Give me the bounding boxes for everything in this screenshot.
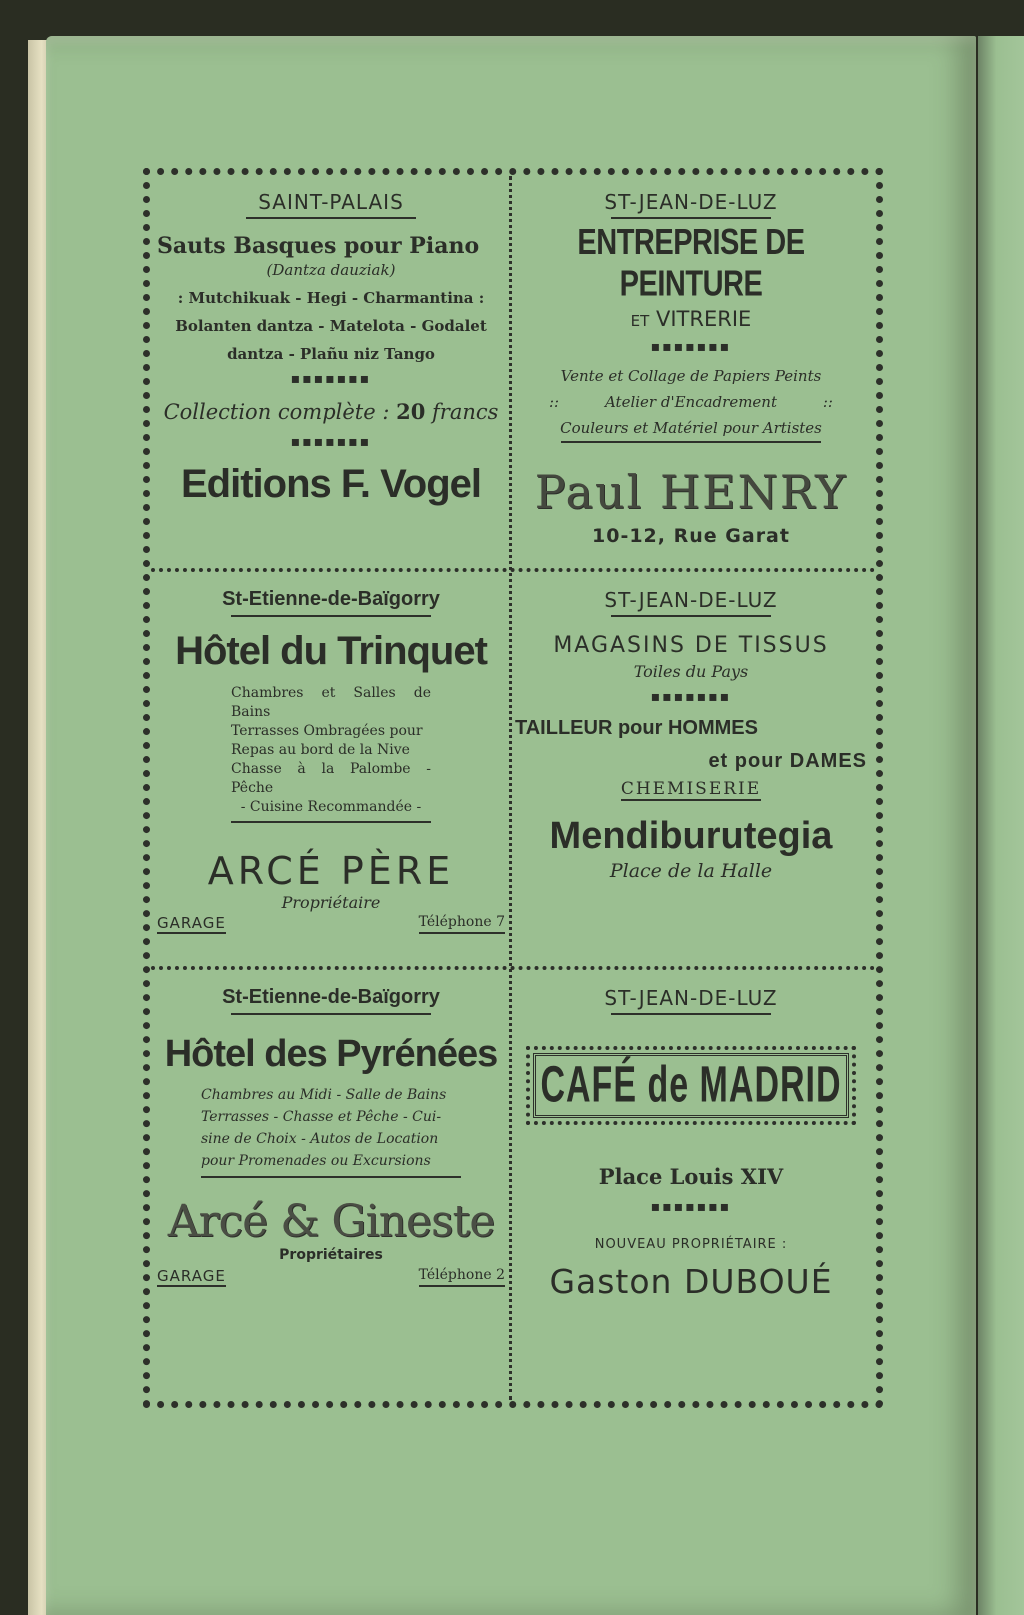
ornament: ▪▪▪▪▪▪▪ (650, 339, 732, 355)
ad-saint-palais (157, 190, 505, 562)
subtitle-vitrerie: VITRERIE (656, 307, 752, 331)
ad-line: Atelier d'Encadrement (604, 393, 777, 411)
underline (611, 217, 771, 219)
center-divider (509, 176, 512, 1400)
cafe-title-box (533, 1053, 849, 1118)
underline (246, 217, 416, 219)
ad-address: Place de la Halle (609, 860, 773, 882)
collection-price: 20 (396, 399, 426, 424)
ad-town: SAINT-PALAIS (258, 190, 404, 214)
chemiserie-label: CHEMISERIE (620, 779, 762, 799)
ad-title: Sauts Basques pour Piano (157, 233, 480, 259)
ad-town: St-Etienne-de-Baïgorry (222, 588, 440, 610)
ad-address: 10-12, Rue Garat (592, 525, 790, 547)
ad-town: ST-JEAN-DE-LUZ (604, 986, 778, 1010)
ornament: ▪▪▪▪▪▪▪ (290, 434, 372, 450)
ad-cafe-de-madrid (515, 986, 867, 1386)
ad-subtitle: (Dantza dauziak) (266, 261, 396, 279)
ad-town: St-Etienne-de-Baïgorry (222, 986, 440, 1008)
underline (201, 1176, 461, 1178)
ad-town: ST-JEAN-DE-LUZ (604, 190, 778, 214)
underline (611, 1013, 771, 1015)
ad-line (515, 779, 867, 799)
collection-unit: francs (432, 400, 499, 424)
ad-title: ENTREPRISE DE PEINTURE (577, 222, 805, 304)
phone-label: Téléphone 2 (419, 1267, 505, 1287)
ad-footer (157, 1267, 505, 1287)
ad-subtitle: Toiles du Pays (633, 662, 749, 681)
ad-line: Bolanten dantza - Matelota - Godalet (175, 317, 487, 335)
row-divider-2 (151, 966, 875, 970)
ad-line: pour Promenades ou Excursions (201, 1153, 431, 1169)
underline (231, 615, 431, 617)
ad-line: - Cuisine Recommandée - (240, 799, 422, 815)
separator: :: (549, 393, 560, 411)
garage-label: GARAGE (157, 1267, 226, 1285)
ad-line: Terrasses - Chasse et Pêche - Cui- (201, 1109, 442, 1125)
ornament: ▪▪▪▪▪▪▪ (290, 371, 372, 387)
underline (611, 615, 771, 617)
ad-line: Couleurs et Matériel pour Artistes (560, 419, 822, 437)
ad-line: Chambres et Salles de Bains (231, 685, 431, 720)
next-page-edge (978, 36, 1024, 1615)
ad-new-owner: NOUVEAU PROPRIÉTAIRE : (594, 1237, 788, 1252)
underline (231, 821, 431, 823)
ad-owner-role: Propriétaires (279, 1247, 383, 1263)
ad-description (231, 684, 431, 817)
ad-subtitle (515, 307, 867, 331)
ornament: ▪▪▪▪▪▪▪ (650, 1199, 732, 1215)
ad-description (201, 1084, 461, 1172)
ad-line: Chambres au Midi - Salle de Bains (201, 1087, 447, 1103)
ad-town: ST-JEAN-DE-LUZ (604, 588, 778, 612)
ad-collection (157, 399, 505, 424)
ad-address: Place Louis XIV (598, 1164, 784, 1189)
ad-owner: Arcé & Gineste (167, 1196, 495, 1247)
row-divider-1 (151, 568, 875, 572)
ad-peinture (515, 190, 867, 562)
ad-line-row (515, 393, 867, 411)
ad-title: Hôtel du Trinquet (175, 629, 487, 673)
ad-line: Chasse à la Palombe - Pêche (231, 761, 431, 796)
ad-name: Paul HENRY (534, 465, 848, 519)
ad-line: et pour DAMES (708, 750, 867, 772)
ad-owner: ARCÉ PÈRE (207, 849, 455, 893)
ad-line: dantza - Plañu niz Tango (227, 345, 435, 363)
ad-owner-role: Propriétaire (281, 893, 381, 912)
ad-line: sine de Choix - Autos de Location (201, 1131, 439, 1147)
ad-title: Hôtel des Pyrénées (164, 1033, 498, 1075)
ad-line: Terrasses Ombragées pour (231, 723, 423, 739)
separator: :: (822, 393, 833, 411)
ad-line: : Mutchikuak - Hegi - Charmantina : (177, 289, 485, 307)
ad-footer (157, 914, 505, 934)
garage-label: GARAGE (157, 914, 226, 932)
ad-pyrenees (157, 986, 505, 1386)
ad-name: Gaston DUBOUÉ (549, 1262, 833, 1301)
ad-line: Repas au bord de la Nive (231, 742, 410, 758)
ad-trinquet (157, 588, 505, 960)
phone-label: Téléphone 7 (419, 914, 505, 934)
underline (231, 1013, 431, 1015)
collection-text: Collection complète : (163, 400, 390, 424)
ad-title: CAFÉ de MADRID (540, 1056, 842, 1114)
advertisement-grid (143, 168, 883, 1408)
ad-title: MAGASINS DE TISSUS (553, 633, 829, 658)
ad-line: Vente et Collage de Papiers Peints (560, 367, 822, 385)
ad-publisher: Editions F. Vogel (180, 462, 482, 506)
ad-name: Mendiburutegia (549, 815, 833, 857)
ad-tissus (515, 588, 867, 960)
ad-line: TAILLEUR pour HOMMES (515, 717, 758, 739)
ornament: ▪▪▪▪▪▪▪ (650, 689, 732, 705)
underline (561, 441, 821, 443)
subtitle-et: ET (630, 312, 650, 330)
